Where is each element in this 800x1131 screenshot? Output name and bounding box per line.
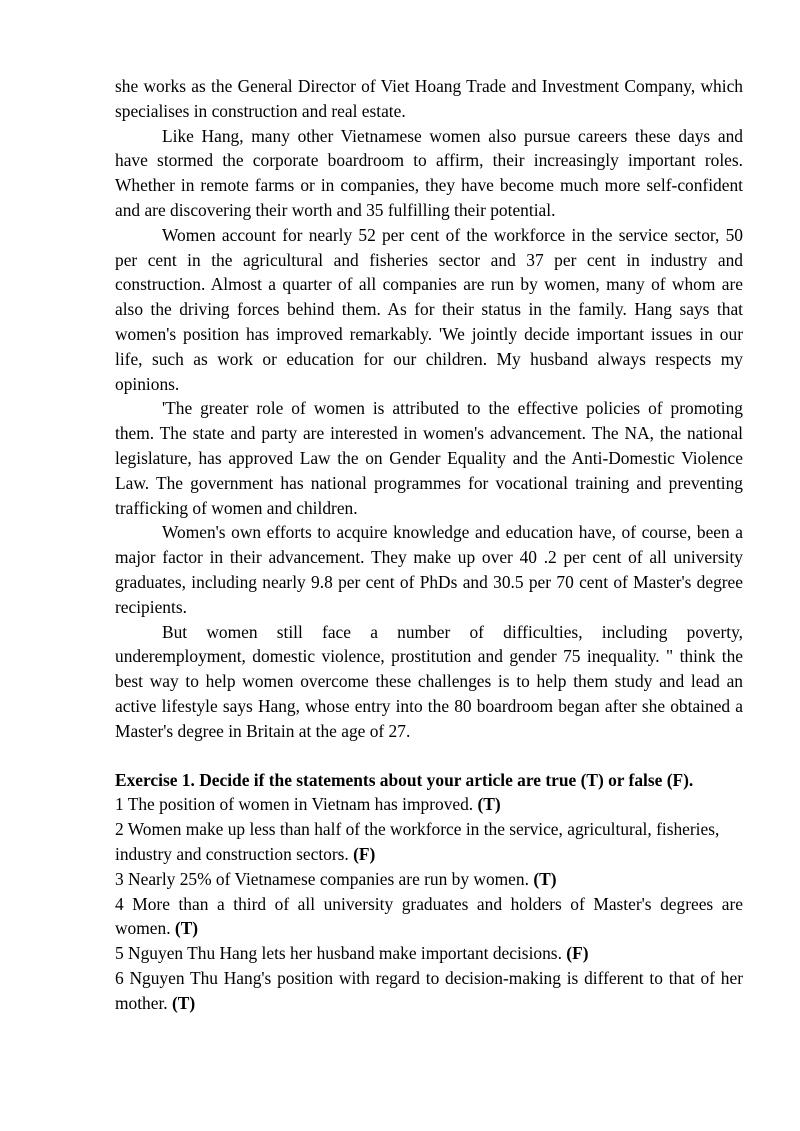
statement-text: 6 Nguyen Thu Hang's position with regard to decision-making is different to that of her mother. — [115, 967, 743, 1013]
answer-label: (T) — [477, 794, 501, 815]
article-paragraph-2: Like Hang, many other Vietnamese women also pursue careers these days and have stormed the corporate boardroom to affirm, their increasingly important roles. Whether in remote farms or in companies, they have become much more self-confident and are discovering their worth and 35 fulfilling their potential. — [115, 125, 743, 220]
answer-label: (T) — [172, 992, 196, 1013]
exercise-item-1 — [115, 792, 743, 817]
exercise-item-6 — [115, 966, 743, 1016]
answer-label: (T) — [533, 868, 557, 889]
answer-label: (F) — [353, 843, 376, 864]
article-paragraph-1: she works as the General Director of Viet Hoang Trade and Investment Company, which specialises in construction and real estate. — [115, 76, 743, 121]
article-paragraph-6: But women still face a number of difficulties, including poverty, underemployment, domestic violence, prostitution and gender 75 inequality. " think the best way to help women overcome these challenges is to help them study and lead an active lifestyle says Hang, whose entry into the 80 boardroom began after she obtained a Master's degree in Britain at the age of 27. — [115, 621, 743, 741]
answer-label: (F) — [566, 943, 589, 964]
statement-text: 4 More than a third of all university graduates and holders of Master's degrees are women. — [115, 893, 743, 939]
section-spacer — [115, 744, 743, 768]
exercise-item-3 — [115, 867, 743, 892]
article-paragraph-4: 'The greater role of women is attributed to the effective policies of promoting them. The state and party are interested in women's advancement. The NA, the national legislature, has approved Law the on Gender Equality and the Anti-Domestic Violence Law. The government has national programmes for vocational training and preventing trafficking of women and children. — [115, 398, 743, 518]
document-page — [115, 74, 743, 1015]
exercise-item-4 — [115, 892, 743, 942]
article-paragraph-5: Women's own efforts to acquire knowledge and education have, of course, been a major factor in their advancement. They make up over 40 .2 per cent of all university graduates, including nearly 9.8 per cent of PhDs and 30.5 per 70 cent of Master's degree recipients. — [115, 522, 743, 617]
exercise-item-2 — [115, 817, 743, 867]
statement-text: 2 Women make up less than half of the workforce in the service, agricultural, fisheries, industry and construction sectors. — [115, 819, 720, 864]
answer-label: (T) — [174, 918, 199, 939]
statement-text: 5 Nguyen Thu Hang lets her husband make important decisions. — [115, 943, 562, 964]
article-paragraph-3: Women account for nearly 52 per cent of the workforce in the service sector, 50 per cent in the agricultural and fisheries sector and 37 per cent in industry and construction. Almost a quarter of all companies are run by women, many of whom are also the driving forces behind them. As for their status in the family. Hang says that women's position has improved remarkably. 'We jointly decide important issues in our life, such as work or education for our children. My husband always respects my opinions. — [115, 224, 743, 394]
statement-text: 3 Nearly 25% of Vietnamese companies are run by women. — [115, 868, 529, 889]
exercise-item-5 — [115, 941, 743, 966]
statement-text: 1 The position of women in Vietnam has improved. — [115, 794, 474, 815]
exercise-title: Exercise 1. Decide if the statements about your article are true (T) or false (F). — [115, 769, 694, 790]
